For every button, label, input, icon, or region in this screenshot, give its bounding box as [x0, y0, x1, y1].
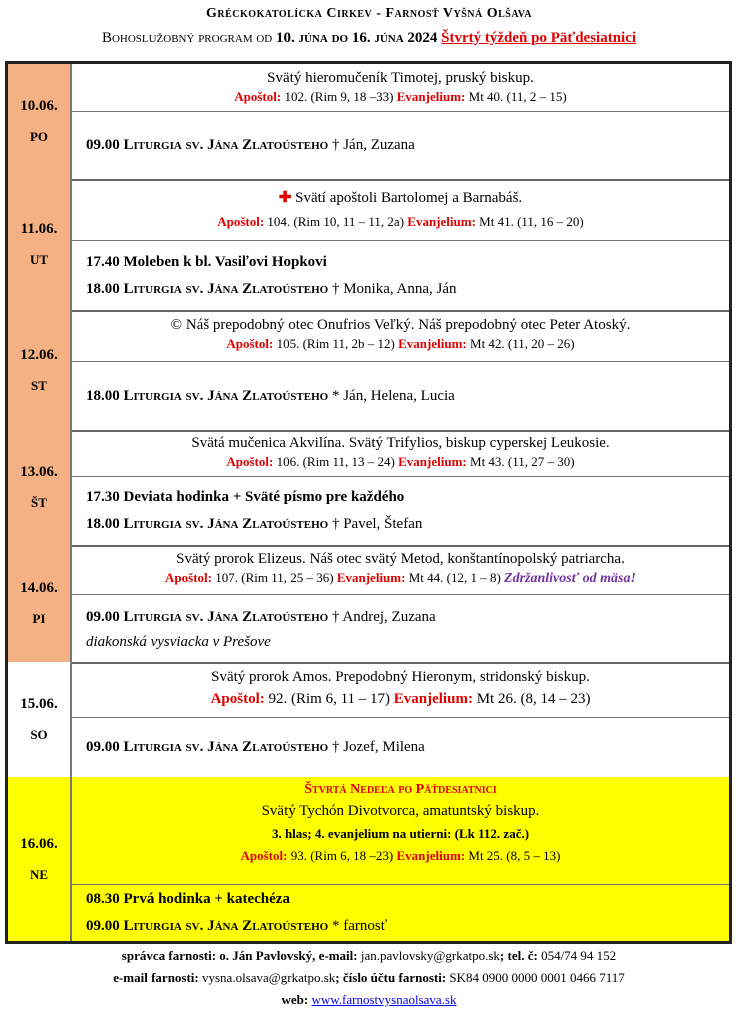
apostol-label: Apoštol:	[210, 691, 265, 707]
service-time: 18.00	[86, 516, 120, 532]
readings	[72, 213, 729, 231]
day-cell	[8, 430, 72, 545]
day-row-saturday	[8, 662, 729, 779]
tone-note: 3. hlas; 4. evanjelium na utierni: (Lk 112. zač.)	[271, 826, 530, 841]
fasting-note: Zdržanlivosť od mäsa!	[504, 571, 636, 586]
footer-label: ; číslo účtu farnosti:	[335, 970, 447, 985]
day-of-week: ST	[31, 377, 47, 393]
service-title: Prvá hodinka + katechéza	[123, 891, 290, 907]
bank-account: SK84 0900 0000 0001 0466 7117	[449, 970, 625, 985]
apostol-label: Apoštol:	[165, 570, 212, 585]
service-note: diakonská vysviacka v Prešove	[86, 634, 271, 650]
service-line	[86, 886, 729, 913]
readings	[72, 453, 729, 471]
program-range: 10. júna do 16. júna 2024	[275, 30, 438, 46]
day-info	[72, 777, 729, 885]
day-date: 10.06.	[20, 98, 58, 114]
service-time: 09.00	[86, 739, 120, 755]
apostol-ref: 93. (Rim 6, 18 –23)	[290, 848, 394, 863]
evanjelium-label: Evanjelium:	[336, 570, 406, 585]
apostol-ref: 92. (Rim 6, 11 – 17)	[268, 691, 391, 707]
readings	[72, 569, 729, 588]
schedule-table	[5, 61, 732, 944]
apostol-ref: 105. (Rim 11, 2b – 12)	[276, 336, 395, 351]
footer-label: správca farnosti: o. Ján Pavlovský, e-mail:	[121, 948, 358, 963]
footer-label: web:	[281, 992, 309, 1007]
evanjelium-label: Evanjelium:	[393, 691, 473, 707]
service-title: Liturgia sv. Jána Zlatoústeho	[123, 918, 329, 934]
day-cell	[8, 662, 72, 777]
feast-text: Svätý hieromučeník Timotej, pruský biskup.	[267, 70, 534, 86]
service-time: 17.40	[86, 253, 120, 270]
evanjelium-ref: Mt 41. (11, 16 – 20)	[479, 214, 584, 229]
apostol-label: Apoštol:	[226, 336, 274, 351]
feast-text	[72, 315, 729, 335]
program-label: Bohoslužobný program od	[101, 30, 273, 46]
services	[72, 477, 729, 545]
footer-line-administrator	[0, 948, 738, 964]
day-info	[72, 662, 729, 718]
service-title: Deviata hodinka + Sväté písmo pre každého	[123, 489, 405, 505]
services	[72, 112, 729, 179]
evanjelium-ref: Mt 40. (11, 2 – 15)	[468, 89, 567, 104]
service-title: Liturgia sv. Jána Zlatoústeho	[123, 280, 329, 297]
feast-name: Náš prepodobný otec Onufrios Veľký. Náš prepodobný otec Peter Atoský.	[185, 317, 631, 333]
parish-title: Gréckokatolícka Cirkev - Farnosť Vyšná Olšava	[206, 6, 532, 21]
feast-text: Svätá mučenica Akvilína. Svätý Trifylios, biskup cyperskej Leukosie.	[191, 435, 610, 451]
day-date: 15.06.	[20, 696, 58, 712]
services	[72, 885, 729, 941]
service-title: Liturgia sv. Jána Zlatoústeho	[123, 137, 329, 153]
feast-text: Svätý Tychón Divotvorca, amatuntský biskup.	[261, 803, 540, 819]
service-title: Liturgia sv. Jána Zlatoústeho	[123, 387, 329, 404]
service-time: 18.00	[86, 280, 120, 297]
apostol-ref: 107. (Rim 11, 25 – 36)	[215, 570, 334, 585]
service-time: 18.00	[86, 387, 120, 404]
day-info	[72, 179, 729, 241]
services	[72, 595, 729, 662]
day-date: 13.06.	[20, 464, 58, 480]
service-intention: * Ján, Helena, Lucia	[331, 387, 455, 404]
service-title: Liturgia sv. Jána Zlatoústeho	[123, 609, 329, 625]
day-cell	[8, 777, 72, 941]
service-intention: † Ján, Zuzana	[331, 137, 415, 153]
service-line	[86, 604, 729, 631]
apostol-label: Apoštol:	[226, 454, 274, 469]
apostol-label: Apoštol:	[234, 89, 282, 104]
apostol-label: Apoštol:	[217, 214, 265, 229]
day-row-thursday	[8, 430, 729, 547]
services	[72, 241, 729, 310]
service-title: Moleben k bl. Vasiľovi Hopkovi	[123, 253, 327, 270]
feast-name: Svätí apoštoli Bartolomej a Barnabáš.	[295, 190, 523, 206]
service-intention: † Jozef, Milena	[331, 739, 425, 755]
service-time: 08.30	[86, 891, 120, 907]
day-cell	[8, 179, 72, 310]
evanjelium-label: Evanjelium:	[398, 336, 467, 351]
readings	[72, 687, 729, 711]
evanjelium-label: Evanjelium:	[396, 89, 466, 104]
website-link[interactable]: www.farnostvysnaolsava.sk	[311, 992, 457, 1007]
service-line	[86, 734, 729, 761]
apostol-ref: 102. (Rim 9, 18 –33)	[284, 89, 394, 104]
week-title: Štvrtý týždeň po Päťdesiatnici	[441, 30, 637, 46]
service-time: 09.00	[86, 918, 120, 934]
day-info	[72, 430, 729, 477]
readings	[72, 847, 729, 865]
service-time: 17.30	[86, 489, 120, 505]
footer-label: ; tel. č:	[499, 948, 538, 963]
service-line	[86, 913, 729, 940]
day-of-week: PO	[29, 129, 49, 144]
day-of-week: SO	[30, 727, 48, 742]
service-time: 09.00	[86, 137, 120, 153]
feast-text	[72, 188, 729, 208]
sunday-title: Štvrtá Nedeľa po Päťdesiatnici	[304, 782, 497, 797]
service-line	[86, 249, 729, 276]
day-date: 11.06.	[20, 221, 58, 237]
day-date: 16.06.	[20, 835, 58, 852]
services	[72, 718, 729, 777]
evanjelium-label: Evanjelium:	[407, 214, 476, 229]
evanjelium-ref: Mt 25. (8, 5 – 13)	[468, 848, 561, 863]
service-intention: † Monika, Anna, Ján	[331, 280, 457, 297]
parish-email: vysna.olsava@grkatpo.sk	[202, 970, 336, 985]
apostol-ref: 104. (Rim 10, 11 – 11, 2a)	[267, 214, 405, 229]
day-of-week: UT	[29, 252, 49, 267]
rank-symbol-icon: ©	[170, 317, 183, 333]
feast-text: Svätý prorok Elizeus. Náš otec svätý Metod, konštantínopolský patriarcha.	[176, 551, 625, 567]
cross-icon: ✚	[278, 190, 292, 206]
service-title: Liturgia sv. Jána Zlatoústeho	[123, 739, 329, 755]
service-intention: † Andrej, Zuzana	[331, 609, 436, 625]
readings	[72, 88, 729, 106]
day-of-week: PI	[32, 611, 46, 626]
day-row-monday	[8, 64, 729, 181]
readings	[72, 335, 729, 353]
day-info	[72, 545, 729, 595]
day-row-friday	[8, 545, 729, 664]
day-cell	[8, 64, 72, 179]
service-line	[86, 276, 729, 303]
service-line	[86, 484, 729, 511]
feast-text: Svätý prorok Amos. Prepodobný Hieronym, stridonský biskup.	[211, 669, 590, 685]
administrator-email: jan.pavlovsky@grkatpo.sk	[360, 948, 500, 963]
footer-line-web	[0, 992, 738, 1008]
day-of-week: NE	[29, 866, 49, 882]
service-line	[86, 132, 729, 159]
service-line	[86, 511, 729, 538]
day-row-tuesday	[8, 179, 729, 312]
day-cell	[8, 545, 72, 662]
evanjelium-ref: Mt 43. (11, 27 – 30)	[470, 454, 575, 469]
evanjelium-label: Evanjelium:	[396, 848, 466, 863]
day-row-sunday	[8, 777, 729, 941]
evanjelium-ref: Mt 44. (12, 1 – 8)	[408, 570, 501, 585]
evanjelium-label: Evanjelium:	[398, 454, 467, 469]
day-date: 14.06.	[20, 580, 58, 596]
service-intention: * farnosť	[331, 918, 388, 934]
service-intention: † Pavel, Štefan	[331, 516, 423, 532]
service-line	[86, 383, 729, 410]
evanjelium-ref: Mt 26. (8, 14 – 23)	[476, 691, 591, 707]
day-row-wednesday	[8, 310, 729, 432]
services	[72, 362, 729, 430]
apostol-ref: 106. (Rim 11, 13 – 24)	[276, 454, 395, 469]
apostol-label: Apoštol:	[240, 848, 288, 863]
day-cell	[8, 310, 72, 430]
program-subtitle	[0, 30, 738, 47]
evanjelium-ref: Mt 42. (11, 20 – 26)	[470, 336, 575, 351]
day-of-week: ŠT	[31, 495, 47, 510]
footer-line-parish	[0, 970, 738, 986]
day-info	[72, 310, 729, 362]
day-date: 12.06.	[20, 346, 58, 363]
phone-number: 054/74 94 152	[541, 948, 617, 963]
service-title: Liturgia sv. Jána Zlatoústeho	[123, 516, 329, 532]
day-info	[72, 64, 729, 112]
service-time: 09.00	[86, 609, 120, 625]
footer-label: e-mail farnosti:	[113, 970, 199, 985]
